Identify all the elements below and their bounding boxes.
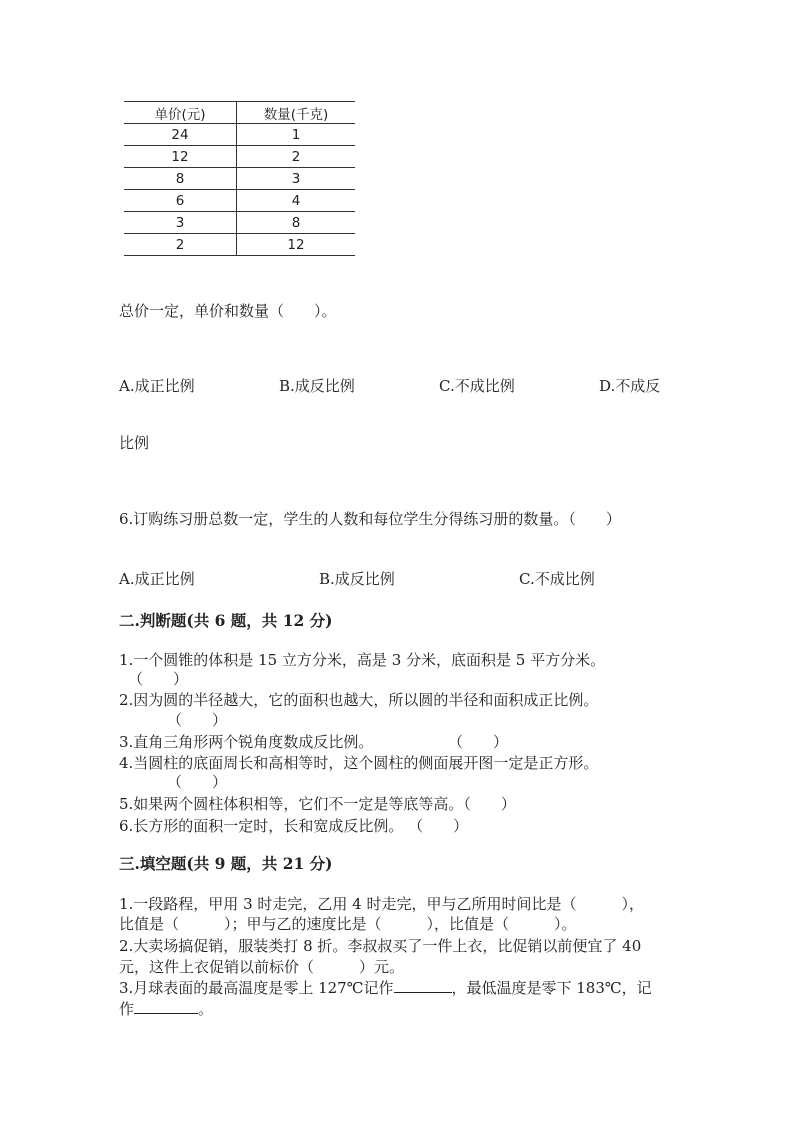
judge-item-2: 2.因为圆的半径越大，它的面积也越大，所以圆的半径和面积成正比例。 [119, 691, 599, 709]
judge-item-2-bracket: （ ） [167, 711, 228, 729]
q5-option-d: D.不成反 [599, 377, 661, 395]
fill-item-3-text-b: ，最低温度是零下 183℃，记 [451, 979, 652, 997]
table-cell: 4 [237, 190, 356, 212]
q5-option-d-continued: 比例 [119, 434, 150, 452]
fill-item-3-line-1 [119, 977, 652, 998]
q5-option-c: C.不成比例 [439, 377, 515, 395]
fill-item-3-text-a: 3.月球表面的最高温度是零上 127℃记作 [119, 979, 394, 997]
fill-item-3-text-d: 。 [198, 1000, 214, 1018]
table-row [124, 124, 355, 146]
answer-blank[interactable] [134, 1012, 198, 1014]
fill-item-1-line-2: 比值是（ ）；甲与乙的速度比是（ ），比值是（ ）。 [119, 915, 577, 933]
table-cell: 12 [237, 234, 356, 256]
table-cell: 2 [237, 146, 356, 168]
table-row [124, 234, 355, 256]
table-row [124, 168, 355, 190]
table-cell: 8 [237, 212, 356, 234]
judge-item-4-bracket: （ ） [167, 773, 228, 791]
table-header-row [124, 102, 355, 124]
judge-item-1: 1.一个圆锥的体积是 15 立方分米，高是 3 分米，底面积是 5 平方分米。 [119, 651, 606, 669]
price-quantity-table [124, 101, 355, 256]
judge-item-6: 6.长方形的面积一定时，长和宽成反比例。 （ ） [119, 817, 469, 835]
fill-item-1-line-1: 1.一段路程，甲用 3 时走完，乙用 4 时走完，甲与乙所用时间比是（ ）， [119, 895, 644, 913]
fill-item-2-line-1: 2.大卖场搞促销，服装类打 8 折。李叔叔买了一件上衣，比促销以前便宜了 40 [119, 937, 642, 955]
q6-option-c: C.不成比例 [519, 570, 595, 588]
q6-stem: 6.订购练习册总数一定，学生的人数和每位学生分得练习册的数量。（ ） [119, 510, 621, 528]
q5-stem: 总价一定，单价和数量（ ）。 [119, 302, 337, 320]
table-cell: 1 [237, 124, 356, 146]
judge-item-5: 5.如果两个圆柱体积相等，它们不一定是等底等高。（ ） [119, 795, 516, 813]
table-cell: 6 [124, 190, 237, 212]
q5-option-a: A.成正比例 [119, 377, 195, 395]
fill-item-2-line-2: 元，这件上衣促销以前标价（ ）元。 [119, 958, 405, 976]
judge-item-3: 3.直角三角形两个锐角度数成反比例。 [119, 733, 374, 751]
table-cell: 3 [124, 212, 237, 234]
table-cell: 8 [124, 168, 237, 190]
table-header-quantity: 数量(千克) [237, 102, 356, 124]
q6-option-a: A.成正比例 [119, 570, 195, 588]
answer-blank[interactable] [394, 991, 452, 993]
table-cell: 12 [124, 146, 237, 168]
table-cell: 24 [124, 124, 237, 146]
judge-item-1-bracket: （ ） [128, 670, 189, 688]
judge-item-4: 4.当圆柱的底面周长和高相等时，这个圆柱的侧面展开图一定是正方形。 [119, 754, 599, 772]
section-3-title: 三.填空题(共 9 题，共 21 分) [119, 854, 333, 873]
fill-item-3-text-c: 作 [119, 1000, 135, 1018]
table-row [124, 190, 355, 212]
section-2-title: 二.判断题(共 6 题，共 12 分) [119, 611, 333, 630]
table-row [124, 146, 355, 168]
table-cell: 3 [237, 168, 356, 190]
table-cell: 2 [124, 234, 237, 256]
table-row [124, 212, 355, 234]
q5-option-b: B.成反比例 [279, 377, 355, 395]
table-header-price: 单价(元) [124, 102, 237, 124]
judge-item-3-bracket: （ ） [448, 733, 509, 751]
fill-item-3-line-2 [119, 998, 213, 1019]
q6-option-b: B.成反比例 [319, 570, 395, 588]
